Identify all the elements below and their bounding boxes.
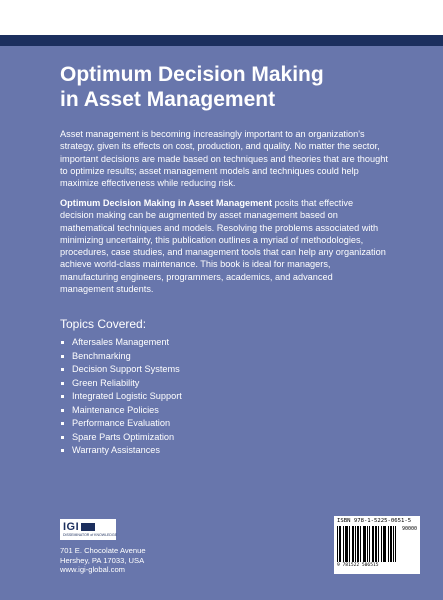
price-code: 90000 [401, 526, 417, 532]
barcode-bar [363, 526, 364, 562]
topic-label: Performance Evaluation [72, 418, 171, 428]
topics-list [60, 336, 182, 458]
topic-item [60, 444, 182, 458]
bullet-icon [61, 449, 64, 452]
bullet-icon [61, 355, 64, 358]
bullet-icon [61, 422, 64, 425]
barcode-bar [357, 526, 358, 562]
top-navy-band [0, 35, 443, 46]
bullet-icon [61, 341, 64, 344]
barcode-bar [381, 526, 382, 562]
book-title-line2: in Asset Management [60, 88, 276, 111]
barcode-bar [358, 526, 359, 562]
topic-item [60, 431, 182, 445]
logo-mark [63, 522, 95, 533]
barcode-graphic [337, 526, 397, 562]
barcode-bar [337, 526, 338, 562]
description-paragraph-1: Asset management is becoming increasingly important to an organization's strategy, given its effects on cost, production, and quality. No matter the sector, important decisions are made based on techniques and theories that are thought to optimize results; asset management models and techniques could help maximize effectiveness while reducing risk. [60, 129, 388, 189]
barcode-bar [343, 526, 344, 562]
barcode-bar [369, 526, 370, 562]
barcode-bar [393, 526, 394, 562]
barcode-bar [360, 526, 361, 562]
logo-subtitle: DISSEMINATOR of KNOWLEDGE [63, 532, 117, 537]
publisher-logo [60, 519, 116, 540]
description-paragraph-2 [60, 197, 388, 295]
barcode-bar [384, 526, 385, 562]
topic-item [60, 417, 182, 431]
barcode-bar [355, 526, 356, 562]
isbn-barcode-box [334, 516, 420, 574]
barcode-bar [365, 526, 366, 562]
address-line-2: Hershey, PA 17033, USA [60, 555, 145, 565]
paragraph-2-book-title: Optimum Decision Making in Asset Management [60, 198, 273, 208]
barcode-bar [367, 526, 368, 562]
barcode-bar [353, 526, 354, 562]
topic-label: Benchmarking [72, 350, 131, 361]
barcode-bar [349, 526, 350, 562]
barcode-bar [383, 526, 384, 562]
barcode-bar [346, 526, 347, 562]
topic-label: Decision Support Systems [72, 364, 180, 374]
address-line-1: 701 E. Chocolate Avenue [60, 546, 146, 555]
barcode-bar [391, 526, 392, 562]
topic-label: Maintenance Policies [72, 404, 159, 415]
barcode-bar [340, 526, 341, 562]
bullet-icon [61, 368, 64, 371]
topic-label: Warranty Assistances [72, 445, 160, 455]
barcode-bar [375, 526, 376, 562]
publisher-website: www.igi-global.com [60, 565, 125, 575]
barcode-bar [376, 526, 377, 562]
logo-globe-icon [81, 523, 95, 531]
topic-label: Spare Parts Optimization [72, 431, 175, 442]
barcode-bar [390, 526, 391, 562]
topic-label: Green Reliability [72, 377, 140, 388]
topic-item [60, 336, 182, 350]
barcode-bar [388, 526, 389, 562]
barcode-bar [378, 526, 379, 562]
barcode-bar [364, 526, 365, 562]
paragraph-2-text: posits that effective decision making can be augmented by asset management based on mathematical techniques and models. Resolving the problems associated with minimizing uncertainty, this publication outlines a myriad of methodologies, procedures, case studies, and management tools that can help any organization achieve world-class maintenance. This book is ideal for managers, manufacturing engineers, programmers, academics, and advanced management students. [60, 198, 386, 295]
topic-item [60, 363, 182, 377]
topic-item [60, 404, 182, 418]
topic-item [60, 390, 182, 404]
topic-label: Aftersales Management [72, 337, 170, 347]
bullet-icon [61, 409, 64, 412]
barcode-bar [373, 526, 374, 562]
bullet-icon [61, 436, 64, 439]
barcode-bar [347, 526, 348, 562]
bullet-icon [61, 382, 64, 385]
topic-label: Integrated Logistic Support [72, 391, 182, 401]
topics-heading: Topics Covered: [60, 317, 147, 331]
book-title-line1: Optimum Decision Making [60, 63, 324, 86]
bullet-icon [61, 395, 64, 398]
topic-item [60, 350, 182, 364]
barcode-bar [385, 526, 386, 562]
top-white-strip [0, 0, 443, 35]
barcode-bar [352, 526, 353, 562]
topic-item [60, 377, 182, 391]
barcode-bar [395, 526, 396, 562]
barcode-bar [339, 526, 340, 562]
barcode-bar [372, 526, 373, 562]
book-title [60, 62, 400, 112]
barcode-bar [345, 526, 346, 562]
isbn-label: ISBN 978-1-5225-0651-5 [337, 518, 412, 524]
publisher-address [60, 546, 146, 575]
logo-text: IGI [63, 520, 80, 533]
barcode-digits: 9 781522 506515 [337, 563, 379, 568]
